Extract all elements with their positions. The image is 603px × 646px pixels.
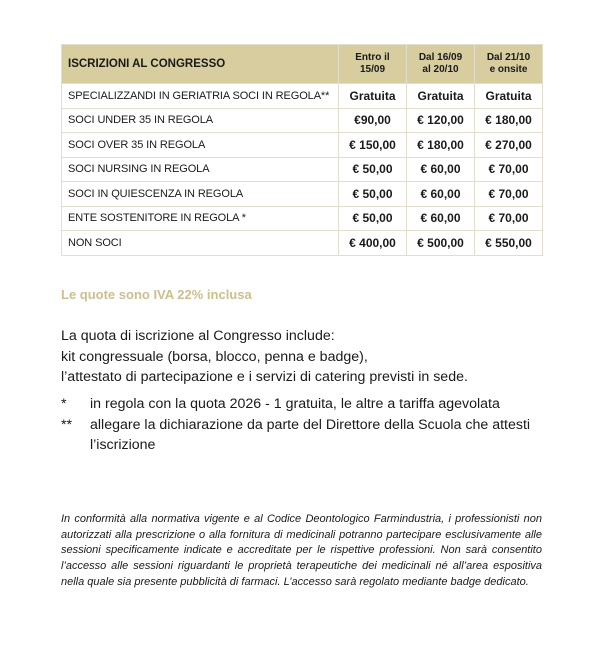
table-header-row (62, 45, 543, 84)
price-cell: € 70,00 (475, 206, 543, 231)
table-row (62, 206, 543, 231)
table-row (62, 108, 543, 133)
price-cell: € 270,00 (475, 133, 543, 158)
table-row (62, 182, 543, 207)
fee-includes-paragraph (61, 326, 541, 388)
price-cell: €90,00 (339, 108, 407, 133)
category-cell: SOCI OVER 35 IN REGOLA (62, 133, 339, 158)
category-cell: SOCI UNDER 35 IN REGOLA (62, 108, 339, 133)
footnote-text: in regola con la quota 2026 - 1 gratuita, le altre a tariffa agevolata (90, 396, 500, 412)
footnote-item (61, 394, 551, 415)
table-row (62, 133, 543, 158)
footnote-item (61, 415, 551, 456)
price-cell: € 400,00 (339, 231, 407, 256)
price-cell: € 50,00 (339, 206, 407, 231)
price-cell: Gratuita (475, 84, 543, 109)
vat-note: Le quote sono IVA 22% inclusa (61, 287, 252, 302)
footnotes-list (61, 394, 551, 456)
registration-fee-table (61, 44, 543, 256)
category-cell: NON SOCI (62, 231, 339, 256)
price-cell: € 60,00 (407, 157, 475, 182)
price-cell: € 50,00 (339, 157, 407, 182)
price-cell: € 60,00 (407, 206, 475, 231)
category-cell: ENTE SOSTENITORE IN REGOLA * (62, 206, 339, 231)
period-line: al 20/10 (422, 64, 459, 75)
price-cell: € 50,00 (339, 182, 407, 207)
includes-line: kit congressuale (borsa, blocco, penna e badge), (61, 348, 368, 365)
price-cell: € 180,00 (407, 133, 475, 158)
footnote-mark: * (61, 396, 67, 412)
footnote-text: allegare la dichiarazione da parte del Direttore della Scuola che attesti l’iscrizione (90, 416, 531, 453)
period-header (407, 45, 475, 84)
table-title: ISCRIZIONI AL CONGRESSO (62, 45, 339, 84)
category-cell: SOCI NURSING IN REGOLA (62, 157, 339, 182)
price-cell: Gratuita (407, 84, 475, 109)
period-header (339, 45, 407, 84)
period-line: e onsite (489, 64, 528, 75)
price-cell: € 60,00 (407, 182, 475, 207)
period-line: Dal 16/09 (418, 52, 463, 63)
footnote-mark: ** (61, 416, 73, 433)
table-row (62, 231, 543, 256)
price-cell: € 180,00 (475, 108, 543, 133)
price-cell: € 150,00 (339, 133, 407, 158)
price-cell: € 120,00 (407, 108, 475, 133)
category-cell: SOCI IN QUIESCENZA IN REGOLA (62, 182, 339, 207)
period-line: Dal 21/10 (486, 52, 531, 63)
period-line: Entro il (355, 52, 390, 63)
includes-line: La quota di iscrizione al Congresso include: (61, 328, 335, 344)
includes-line: l’attestato di partecipazione e i servizi di catering previsti in sede. (61, 369, 468, 385)
period-line: 15/09 (359, 64, 386, 75)
period-header (475, 45, 543, 84)
table-row (62, 157, 543, 182)
price-cell: € 550,00 (475, 231, 543, 256)
price-cell: Gratuita (339, 84, 407, 109)
price-cell: € 500,00 (407, 231, 475, 256)
price-cell: € 70,00 (475, 182, 543, 207)
category-cell: SPECIALIZZANDI IN GERIATRIA SOCI IN REGOLA** (62, 84, 339, 109)
disclaimer-paragraph: In conformità alla normativa vigente e al Codice Deontologico Farmindustria, i professionisti non autorizzati alla prescrizione o alla fornitura di medicinali potranno partecipare esclusivamente alle sessioni specificamente indicate e accreditate per le rispettive professioni. Non sarà consentito l’accesso alle sessioni riguardanti le proprietà terapeutiche dei medicinali né all’area espositiva nella quale sia presente pubblicità di farmaci. L’accesso sarà regolato mediante badge dedicato. (61, 513, 542, 588)
table-row (62, 84, 543, 109)
price-cell: € 70,00 (475, 157, 543, 182)
